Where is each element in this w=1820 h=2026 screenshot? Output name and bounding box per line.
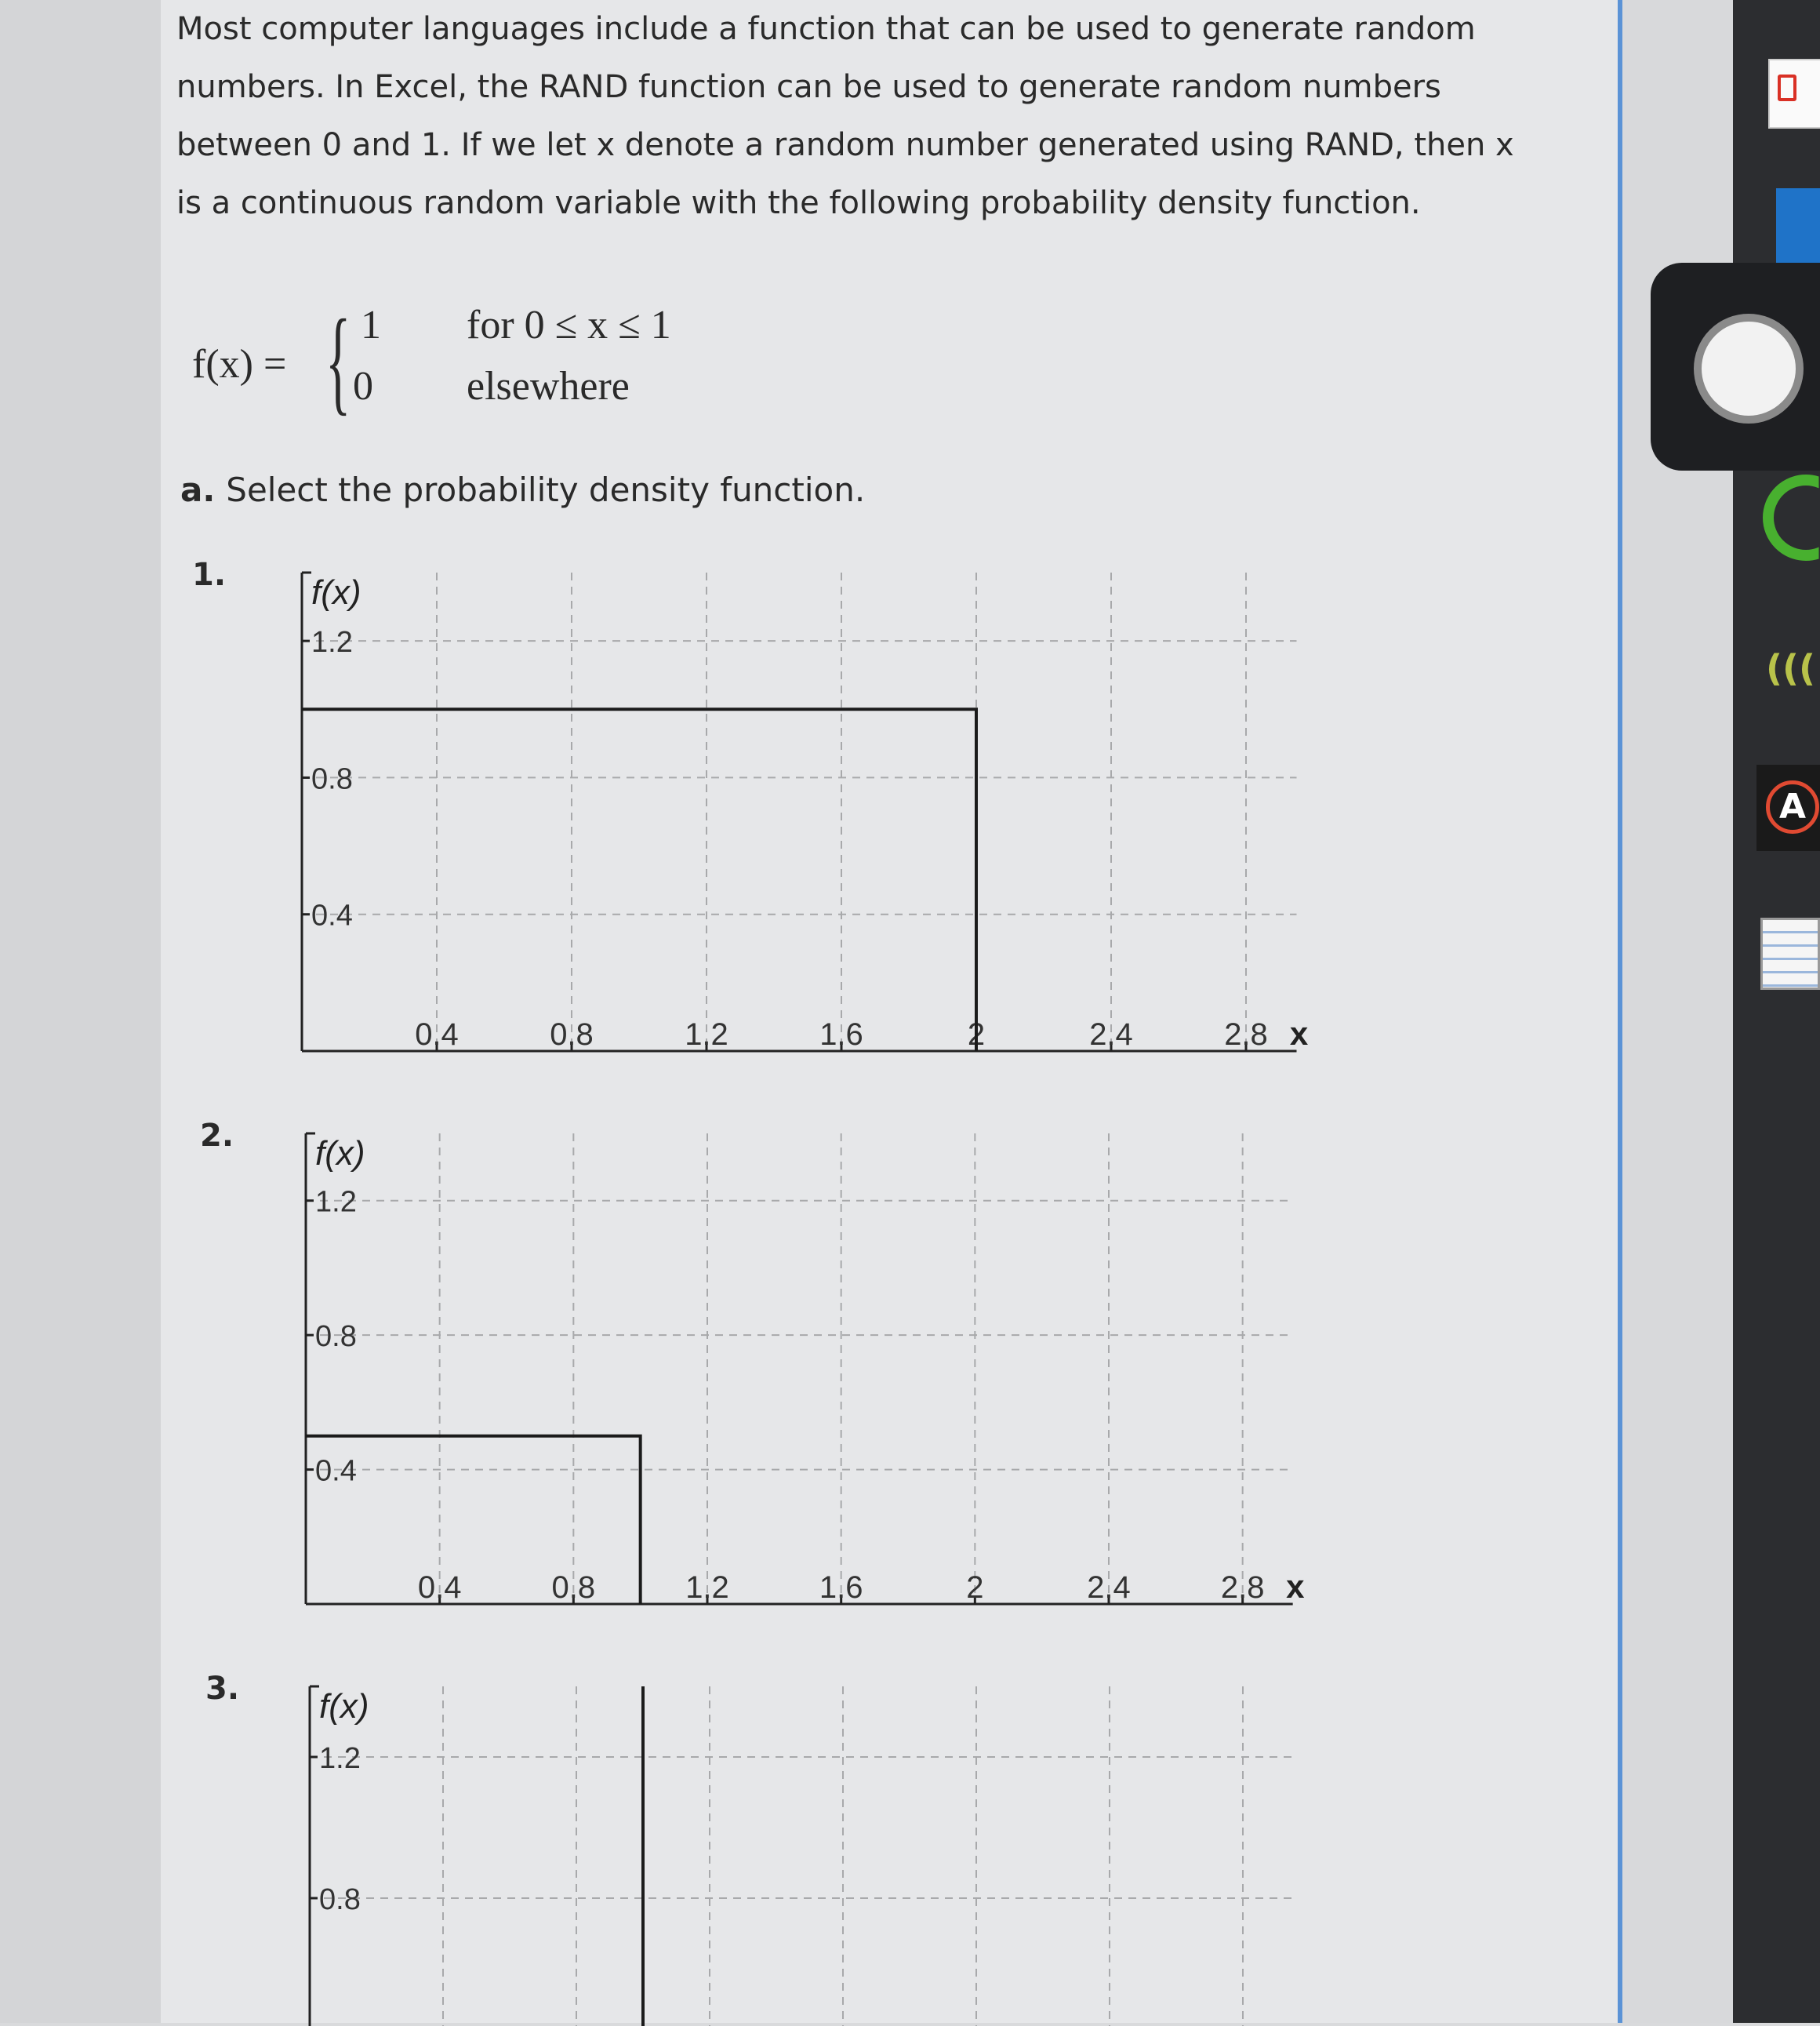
- x-tick-label: 0.8: [550, 1017, 594, 1052]
- intro-line: Most computer languages include a function that can be used to generate random: [176, 11, 1476, 47]
- y-tick-label: 0.8: [319, 1883, 361, 1916]
- x-tick-label: 2.8: [1220, 1570, 1265, 1605]
- office-icon: [1778, 75, 1796, 101]
- option-2-graph[interactable]: [306, 1133, 1325, 1620]
- intro-line: numbers. In Excel, the RAND function can be used to generate random numbers: [176, 69, 1441, 105]
- case2-value: 0: [353, 364, 373, 409]
- read-aloud-icon[interactable]: (((: [1766, 647, 1816, 689]
- x-tick-label: 0.4: [417, 1570, 462, 1605]
- option-2-number[interactable]: 2.: [200, 1118, 234, 1154]
- x-tick-label: 0.4: [415, 1017, 459, 1052]
- part-a-letter: a.: [180, 471, 216, 509]
- option-1-number[interactable]: 1.: [192, 557, 227, 593]
- y-axis-label: f(x): [319, 1687, 369, 1726]
- case1-condition: for 0 ≤ x ≤ 1: [467, 303, 671, 347]
- y-tick-label: 1.2: [315, 1185, 357, 1219]
- sidebar-tab[interactable]: [1768, 59, 1820, 129]
- x-tick-label: 1.6: [819, 1570, 863, 1605]
- text-tool-icon: A: [1766, 780, 1819, 834]
- option-3-number[interactable]: 3.: [205, 1671, 240, 1707]
- pdf-graph-svg: [310, 1686, 1325, 2023]
- x-tick-label: 2.4: [1089, 1017, 1133, 1052]
- option-3-graph[interactable]: [310, 1686, 1325, 2023]
- formula-brace: {: [325, 296, 351, 426]
- x-tick-label: 1.6: [819, 1017, 863, 1052]
- x-axis-label: x: [1289, 1015, 1309, 1052]
- part-a-prompt: [180, 471, 865, 509]
- notes-icon[interactable]: [1760, 918, 1820, 990]
- pdf-graph-svg: [302, 573, 1329, 1067]
- x-tick-label: 2: [966, 1570, 984, 1605]
- part-a-text: Select the probability density function.: [226, 471, 866, 509]
- x-tick-label: 2.4: [1087, 1570, 1131, 1605]
- case1-value: 1: [361, 303, 381, 347]
- y-tick-label: 0.8: [315, 1320, 357, 1354]
- option-1-graph[interactable]: [302, 573, 1329, 1067]
- y-tick-label: 0.4: [311, 899, 353, 933]
- left-margin: [0, 0, 161, 2023]
- question-intro: [176, 0, 1619, 232]
- case2-condition: elsewhere: [467, 364, 630, 409]
- y-tick-label: 0.8: [311, 762, 353, 796]
- x-tick-label: 1.2: [685, 1570, 729, 1605]
- text-tool-button[interactable]: [1756, 765, 1820, 851]
- x-tick-label: 2.8: [1224, 1017, 1268, 1052]
- y-tick-label: 1.2: [319, 1742, 361, 1775]
- x-axis-label: x: [1286, 1568, 1305, 1605]
- y-axis-label: f(x): [311, 573, 361, 612]
- y-axis-label: f(x): [315, 1134, 365, 1173]
- x-tick-label: 2: [967, 1017, 986, 1052]
- y-tick-label: 1.2: [311, 626, 353, 660]
- density-line: [302, 709, 976, 1051]
- intro-line: between 0 and 1. If we let x denote a random number generated using RAND, then x: [176, 127, 1514, 163]
- x-tick-label: 1.2: [685, 1017, 728, 1052]
- record-button-icon[interactable]: [1694, 314, 1804, 424]
- formula-lhs: f(x) =: [192, 342, 287, 387]
- x-tick-label: 0.8: [551, 1570, 596, 1605]
- blue-tab: [1776, 188, 1820, 263]
- intro-line: is a continuous random variable with the following probability density function.: [176, 185, 1421, 221]
- pdf-graph-svg: [306, 1133, 1325, 1620]
- y-tick-label: 0.4: [315, 1454, 357, 1488]
